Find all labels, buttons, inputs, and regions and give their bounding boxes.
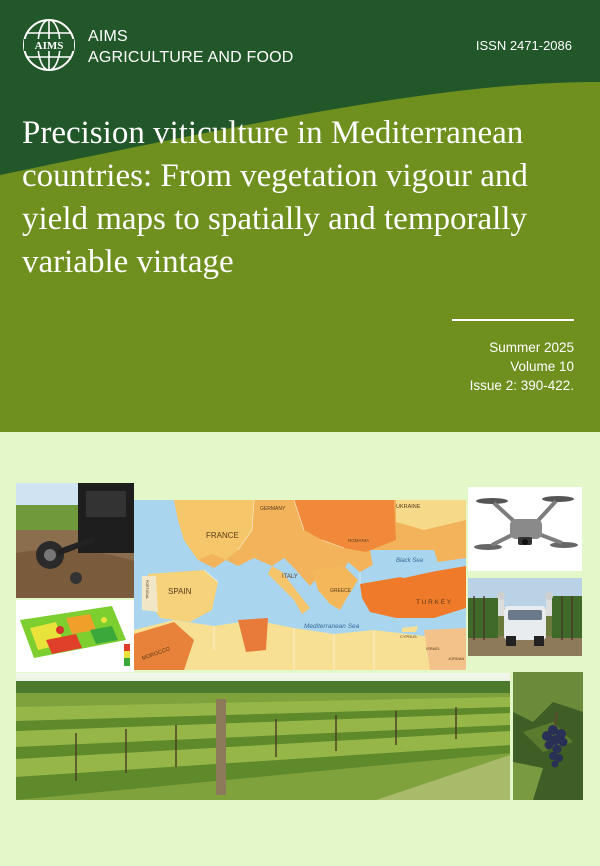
map-label-turkey: T U R K E Y [416, 599, 452, 606]
grape-cluster-photo [513, 672, 583, 800]
map-label-cyprus: CYPRUS [400, 634, 417, 639]
issn: ISSN 2471-2086 [475, 38, 572, 53]
drone-photo [468, 487, 582, 571]
journal-name-line2: AGRICULTURE AND FOOD [88, 49, 294, 66]
map-label-france: FRANCE [206, 531, 239, 540]
article-title: Precision viticulture in Mediterranean countries: From vegetation vigour and yield maps to spatially and temporally variable vintage [22, 115, 528, 280]
map-label-israel: ISRAEL [426, 646, 441, 651]
journal-name [88, 26, 294, 68]
title-divider [452, 319, 574, 321]
vineyard-robot-photo [468, 578, 582, 656]
vineyard-rows-photo [16, 673, 510, 800]
vigour-map-image [16, 600, 134, 672]
mediterranean-map [134, 500, 466, 670]
map-label-greece: GREECE [330, 588, 352, 594]
issue-season: Summer 2025 [489, 340, 574, 355]
map-label-black-sea: Black Sea [396, 558, 424, 564]
cover-header [0, 0, 600, 432]
logo-text: AIMS [34, 40, 64, 52]
map-label-germany: GERMANY [260, 506, 286, 512]
map-label-ukraine: UKRAINE [396, 504, 421, 510]
issue-volume: Volume 10 [510, 359, 574, 374]
map-label-morocco: MOROCCO [141, 646, 171, 662]
issue-number-pages: Issue 2: 390-422. [469, 378, 574, 393]
tractor-sensor-photo [16, 483, 134, 598]
map-label-spain: SPAIN [168, 587, 192, 596]
journal-name-line1: AIMS [88, 28, 128, 45]
issue-info [470, 338, 574, 395]
map-label-italy: ITALY [282, 574, 298, 580]
map-label-portugal: PORTUGAL [145, 580, 149, 600]
map-label-mediterranean-sea: Mediterranean Sea [304, 623, 360, 630]
aims-globe-logo [22, 18, 76, 72]
map-label-romania: ROMANIA [348, 538, 370, 543]
map-label-jordan: JORDAN [448, 656, 465, 661]
